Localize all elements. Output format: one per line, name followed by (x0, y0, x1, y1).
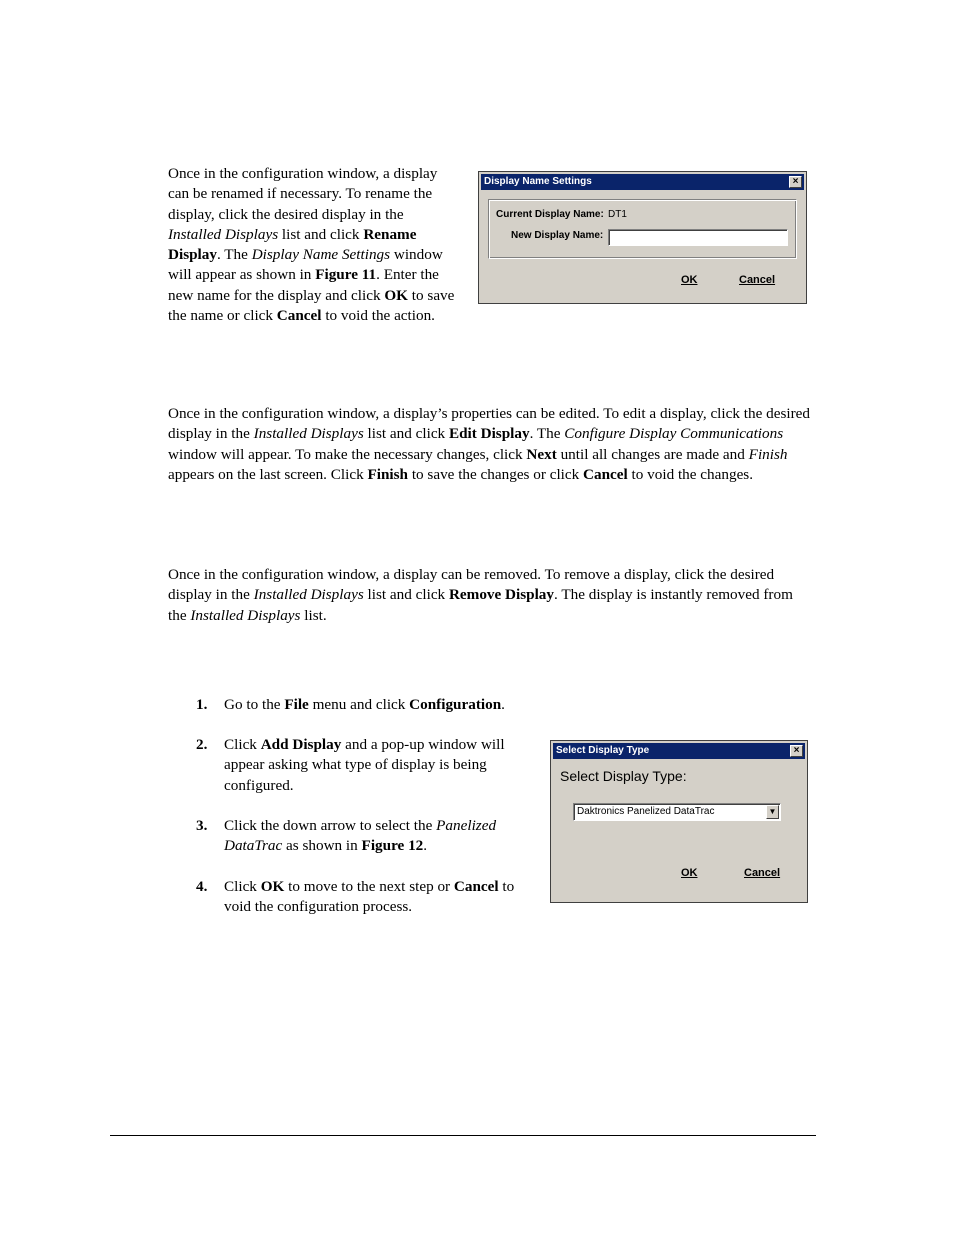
italic-text: Installed Displays (253, 425, 364, 443)
rename-paragraph (168, 164, 458, 326)
edit-paragraph (168, 404, 814, 485)
bold-text: Configuration (409, 696, 502, 713)
italic-text: Installed Displays (168, 225, 279, 243)
cancel-button[interactable]: Cancel (744, 867, 781, 879)
bold-text: Cancel (453, 878, 499, 895)
text-run: Click the down arrow to select the (224, 817, 437, 834)
italic-text: Panelized DataTrac (224, 817, 497, 855)
italic-text: Display Name Settings (251, 246, 391, 264)
dialog-title: Display Name Settings (484, 176, 592, 187)
new-display-name-input[interactable] (608, 229, 788, 246)
step-text (224, 816, 524, 857)
text-run: Once in the configuration window, a display can be removed. To remove a display, click the desired display in the (168, 566, 775, 604)
text-run: to save the changes or click (408, 465, 584, 483)
text-run: list and click (363, 586, 449, 604)
display-type-selected-value: Daktronics Panelized DataTrac (577, 806, 715, 817)
bold-text: Cancel (583, 465, 628, 483)
text-run: to void the action. (321, 307, 435, 325)
text-run: Go to the (224, 696, 285, 713)
text-run: . (501, 696, 505, 713)
ok-button[interactable]: OK (681, 867, 698, 879)
text-run: window will appear. To make the necessary changes, click (168, 445, 527, 463)
text-run: list. (300, 606, 327, 624)
text-run: . (423, 837, 428, 855)
bold-text: Remove Display (448, 586, 554, 604)
footer-rule (110, 1135, 816, 1136)
text-run: appears on the last screen. Click (168, 465, 368, 483)
text-run: . The (216, 246, 252, 264)
text-run: Once in the configuration window, a display’s properties can be edited. To edit a display, click the desired display in the (168, 405, 810, 443)
text-run: window will appear as shown in (168, 246, 443, 284)
remove-paragraph (168, 565, 814, 626)
italic-text: Finish (748, 445, 788, 463)
current-display-name-value: DT1 (608, 209, 627, 220)
text-run: to save the name or click (168, 286, 455, 325)
text-run: list and click (278, 225, 364, 243)
text-run: . The display is instantly removed from the (168, 586, 793, 624)
select-display-type-heading: Select Display Type: (560, 768, 687, 784)
dialog-titlebar (553, 743, 805, 759)
text-run: menu and click (308, 696, 410, 713)
bold-text: OK (260, 878, 285, 895)
close-icon[interactable]: × (789, 176, 802, 188)
step-text (224, 735, 522, 796)
display-type-select[interactable] (573, 803, 781, 821)
dialog-titlebar (481, 174, 804, 190)
text-run: list and click (363, 425, 449, 443)
bold-text: Finish (367, 465, 409, 483)
step-text (224, 695, 744, 715)
bold-text: Next (526, 445, 557, 463)
text-run: Click (224, 878, 261, 895)
italic-text: Configure Display Communications (564, 425, 784, 443)
text-run: . Enter the new name for the display and click (168, 266, 439, 304)
select-display-type-dialog (550, 740, 808, 903)
bold-text: OK (384, 286, 408, 304)
text-run: to void the configuration process. (224, 878, 515, 916)
display-name-settings-dialog (478, 171, 807, 304)
new-display-name-label: New Display Name: (511, 230, 604, 241)
chevron-down-icon[interactable]: ▼ (766, 805, 779, 819)
step-number: 3. (196, 817, 208, 834)
ok-button[interactable]: OK (681, 274, 698, 286)
text-run: to void the changes. (627, 465, 754, 483)
text-run: . The (529, 425, 565, 443)
text-run: Click (224, 736, 261, 753)
bold-text: File (284, 696, 309, 713)
bold-text: Cancel (276, 307, 322, 325)
text-run: and a pop-up window will appear asking what type of display is being configured. (224, 736, 505, 794)
dialog-title: Select Display Type (556, 745, 650, 756)
bold-text: Add Display (260, 736, 342, 753)
close-icon[interactable]: × (790, 745, 803, 757)
step-text (224, 877, 534, 918)
text-run: as shown in (282, 837, 362, 855)
step-number: 4. (196, 878, 208, 895)
text-run: Once in the configuration window, a display can be renamed if necessary. To rename the display, click the desired display in the (168, 165, 438, 223)
italic-text: Installed Displays (253, 586, 364, 604)
bold-text: Edit Display (448, 425, 530, 443)
bold-text: Figure 11 (315, 266, 377, 284)
cancel-button[interactable]: Cancel (739, 274, 776, 286)
step-number: 1. (196, 696, 208, 713)
current-display-name-label: Current Display Name: (496, 209, 604, 220)
bold-text: Rename Display (168, 225, 417, 264)
step-number: 2. (196, 736, 208, 753)
italic-text: Installed Displays (190, 606, 301, 624)
text-run: to move to the next step or (284, 878, 454, 895)
text-run: until all changes are made and (556, 445, 749, 463)
bold-text: Figure 12 (361, 837, 424, 855)
